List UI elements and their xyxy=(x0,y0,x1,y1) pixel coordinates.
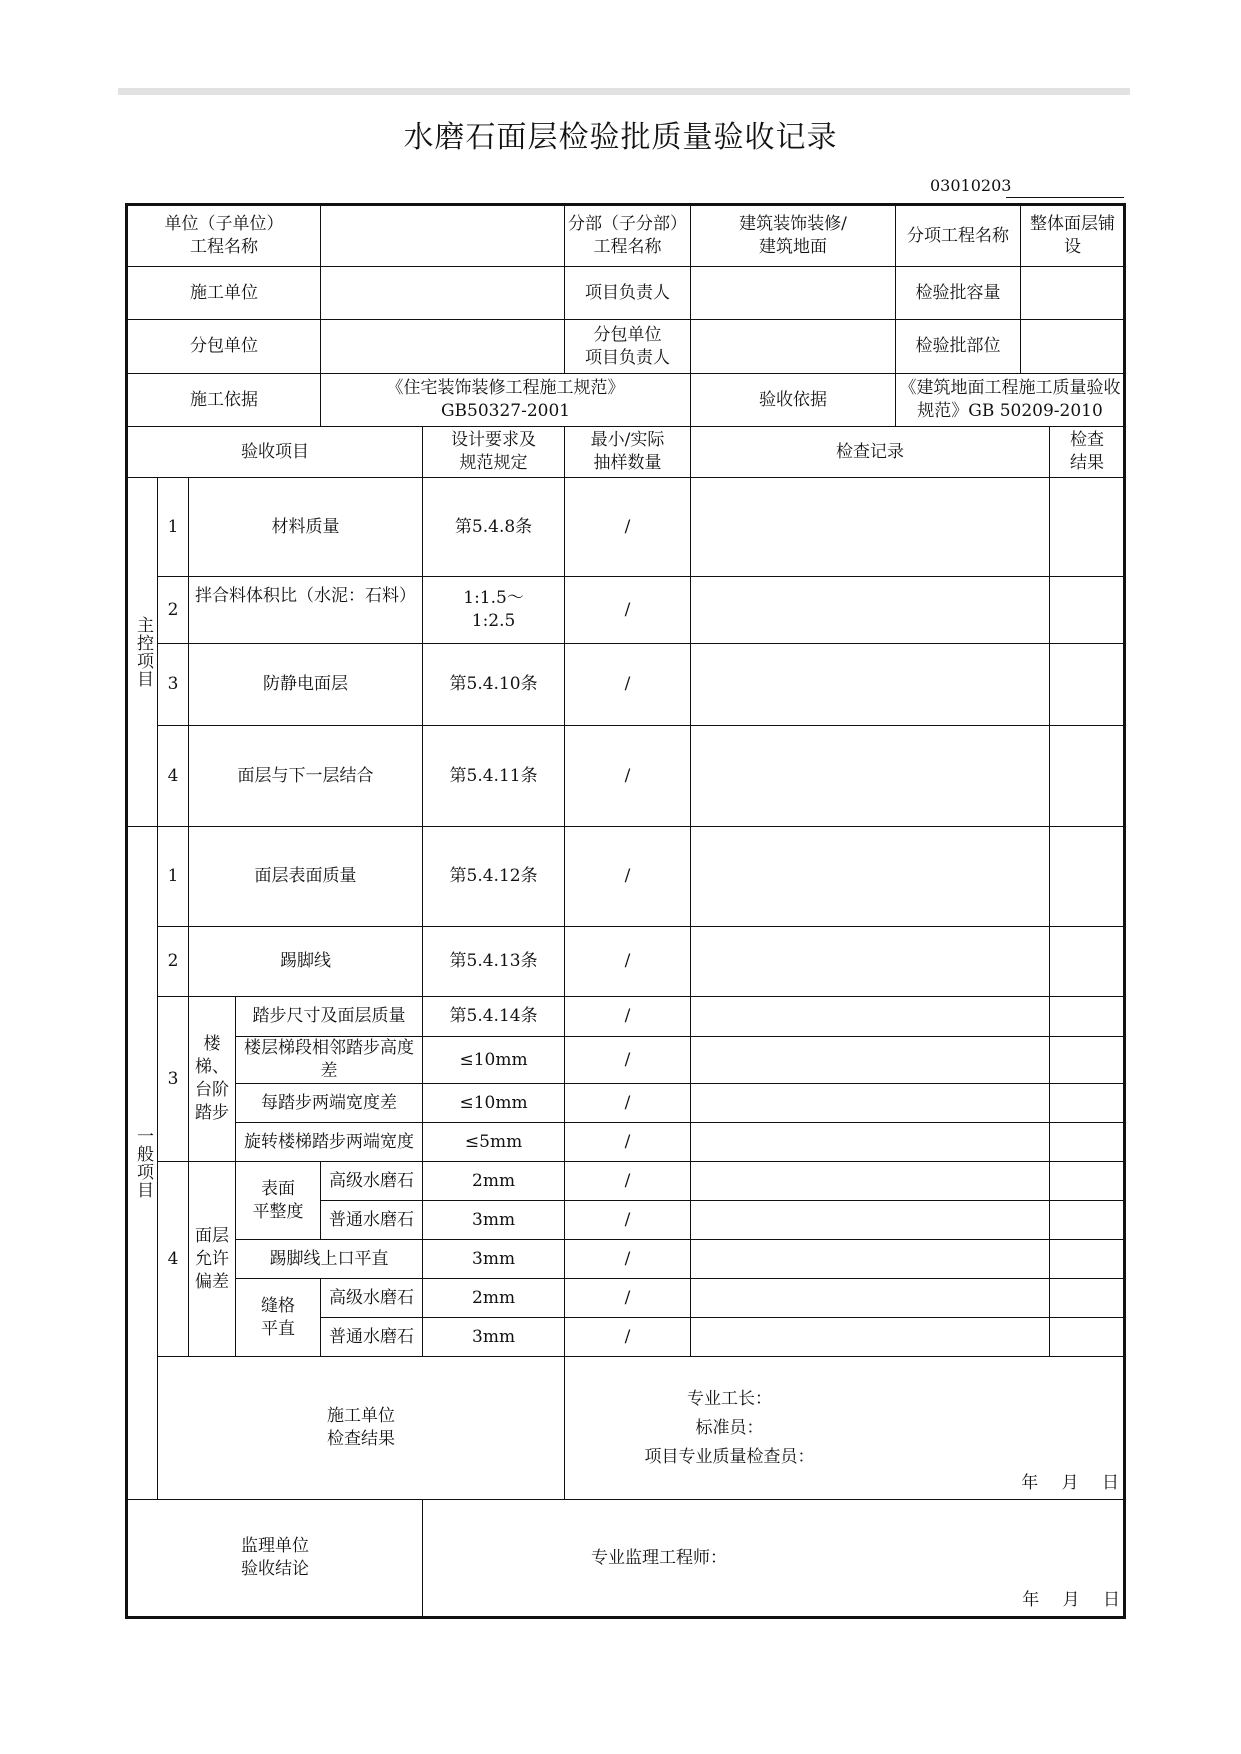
row-number: 2 xyxy=(158,927,189,997)
table-row xyxy=(127,997,1125,1037)
item-requirement: ≤5mm xyxy=(423,1123,565,1162)
table-row xyxy=(127,1240,1125,1279)
item-record[interactable] xyxy=(691,1123,1050,1162)
row-number: 2 xyxy=(158,577,189,644)
item-result[interactable] xyxy=(1050,827,1125,927)
item-result[interactable] xyxy=(1050,726,1125,827)
subdivision-label: 分部（子分部） 工程名称 xyxy=(565,205,691,267)
header-row-subcontractor xyxy=(127,320,1125,374)
item-record[interactable] xyxy=(691,577,1050,644)
item-record[interactable] xyxy=(691,1201,1050,1240)
item-name: 材料质量 xyxy=(189,478,423,577)
item-name: 踏步尺寸及面层质量 xyxy=(236,997,423,1037)
item-sample: / xyxy=(565,1084,691,1123)
date-label-2: 年 月 日 xyxy=(1022,1590,1121,1610)
row-number: 1 xyxy=(158,827,189,927)
subcontractor-value[interactable] xyxy=(321,320,565,374)
table-row xyxy=(127,1162,1125,1201)
item-record[interactable] xyxy=(691,1084,1050,1123)
item-name: 楼层梯段相邻踏步高度差 xyxy=(236,1037,423,1084)
item-result[interactable] xyxy=(1050,1123,1125,1162)
subcontractor-label: 分包单位 xyxy=(127,320,321,374)
item-name: 踢脚线 xyxy=(189,927,423,997)
item-result[interactable] xyxy=(1050,1084,1125,1123)
item-requirement: 第5.4.8条 xyxy=(423,478,565,577)
supervisor-signature-area[interactable] xyxy=(423,1500,1125,1618)
item-record[interactable] xyxy=(691,997,1050,1037)
item-result[interactable] xyxy=(1050,997,1125,1037)
item-project-label: 分项工程名称 xyxy=(896,205,1021,267)
contractor-signature-area[interactable] xyxy=(565,1357,1125,1500)
item-result[interactable] xyxy=(1050,644,1125,726)
col-acceptance-item: 验收项目 xyxy=(127,427,423,478)
batch-capacity-label: 检验批容量 xyxy=(896,267,1021,320)
item-requirement: 3mm xyxy=(423,1240,565,1279)
col-sample-count: 最小/实际 抽样数量 xyxy=(565,427,691,478)
item-sample: / xyxy=(565,927,691,997)
item-sample: / xyxy=(565,478,691,577)
item-result[interactable] xyxy=(1050,1279,1125,1318)
item-sample: / xyxy=(565,1279,691,1318)
foreman-label: 专业工长： xyxy=(687,1388,773,1409)
form-code-underline xyxy=(1006,197,1124,198)
item-requirement: 1:1.5～ 1:2.5 xyxy=(423,577,565,644)
item-name: 高级水磨石 xyxy=(321,1162,423,1201)
table-row xyxy=(127,478,1125,577)
item-record[interactable] xyxy=(691,478,1050,577)
unit-name-label: 单位（子单位） 工程名称 xyxy=(127,205,321,267)
item-record[interactable] xyxy=(691,1162,1050,1201)
item-record[interactable] xyxy=(691,1240,1050,1279)
row-number: 3 xyxy=(158,644,189,726)
item-record[interactable] xyxy=(691,726,1050,827)
construction-basis-label: 施工依据 xyxy=(127,374,321,427)
item-requirement: 3mm xyxy=(423,1318,565,1357)
header-row-basis xyxy=(127,374,1125,427)
item-requirement: 第5.4.10条 xyxy=(423,644,565,726)
flatness-label: 表面 平整度 xyxy=(236,1162,321,1240)
row-number: 4 xyxy=(158,726,189,827)
item-sample: / xyxy=(565,1123,691,1162)
item-requirement: 第5.4.12条 xyxy=(423,827,565,927)
item-name: 普通水磨石 xyxy=(321,1201,423,1240)
item-record[interactable] xyxy=(691,1037,1050,1084)
supervisor-conclusion-label: 监理单位 验收结论 xyxy=(127,1500,423,1618)
item-record[interactable] xyxy=(691,1318,1050,1357)
item-name: 旋转楼梯踏步两端宽度 xyxy=(236,1123,423,1162)
contractor-check-row xyxy=(127,1357,1125,1500)
table-row xyxy=(127,726,1125,827)
item-sample: / xyxy=(565,1162,691,1201)
main-group-label: 主控项目 xyxy=(127,478,158,827)
item-result[interactable] xyxy=(1050,1037,1125,1084)
table-row xyxy=(127,577,1125,644)
table-row xyxy=(127,927,1125,997)
item-record[interactable] xyxy=(691,827,1050,927)
item-requirement: 第5.4.14条 xyxy=(423,997,565,1037)
page-title: 水磨石面层检验批质量验收记录 xyxy=(403,120,838,155)
table-row xyxy=(127,644,1125,726)
item-name: 面层与下一层结合 xyxy=(189,726,423,827)
top-divider xyxy=(118,88,1130,95)
header-row-unit xyxy=(127,205,1125,267)
item-name: 踢脚线上口平直 xyxy=(236,1240,423,1279)
item-record[interactable] xyxy=(691,1279,1050,1318)
project-manager-label: 项目负责人 xyxy=(565,267,691,320)
item-project-value[interactable]: 整体面层铺设 xyxy=(1021,205,1125,267)
project-manager-value[interactable] xyxy=(691,267,896,320)
seam-label: 缝格 平直 xyxy=(236,1279,321,1357)
table-row xyxy=(127,1123,1125,1162)
sub-manager-label: 分包单位 项目负责人 xyxy=(565,320,691,374)
inspection-record-table xyxy=(125,203,1126,1619)
item-result[interactable] xyxy=(1050,1201,1125,1240)
item-sample: / xyxy=(565,726,691,827)
subdivision-value[interactable]: 建筑装饰装修/ 建筑地面 xyxy=(691,205,896,267)
item-name: 防静电面层 xyxy=(189,644,423,726)
item-result[interactable] xyxy=(1050,478,1125,577)
item-requirement: 第5.4.11条 xyxy=(423,726,565,827)
item-record[interactable] xyxy=(691,644,1050,726)
item-name: 拌合料体积比（水泥：石料） xyxy=(189,577,423,644)
contractor-value[interactable] xyxy=(321,267,565,320)
item-result[interactable] xyxy=(1050,1240,1125,1279)
row-number: 1 xyxy=(158,478,189,577)
row-number: 4 xyxy=(158,1162,189,1357)
batch-capacity-value[interactable] xyxy=(1021,267,1125,320)
date-label: 年 月 日 xyxy=(1021,1473,1120,1493)
header-row-contractor xyxy=(127,267,1125,320)
general-group-label: 一般项目 xyxy=(127,827,158,1500)
item-result[interactable] xyxy=(1050,577,1125,644)
supervisor-row xyxy=(127,1500,1125,1618)
item-name: 面层表面质量 xyxy=(189,827,423,927)
item-sample: / xyxy=(565,644,691,726)
col-inspection-record: 检查记录 xyxy=(691,427,1050,478)
item-requirement: ≤10mm xyxy=(423,1037,565,1084)
item-name: 普通水磨石 xyxy=(321,1318,423,1357)
contractor-label: 施工单位 xyxy=(127,267,321,320)
item-requirement: ≤10mm xyxy=(423,1084,565,1123)
col-inspection-result: 检查 结果 xyxy=(1050,427,1125,478)
item-sample: / xyxy=(565,1318,691,1357)
construction-basis-value: 《住宅装饰装修工程施工规范》 GB50327-2001 xyxy=(321,374,691,427)
unit-name-value[interactable] xyxy=(321,205,565,267)
item-requirement: 第5.4.13条 xyxy=(423,927,565,997)
quality-inspector-label: 项目专业质量检查员： xyxy=(644,1446,815,1467)
acceptance-basis-value: 《建筑地面工程施工质量验收 规范》GB 50209-2010 xyxy=(896,374,1125,427)
sub-manager-value[interactable] xyxy=(691,320,896,374)
form-code: 03010203 xyxy=(930,176,1012,195)
item-requirement: 3mm xyxy=(423,1201,565,1240)
contractor-check-label: 施工单位 检查结果 xyxy=(158,1357,565,1500)
item-sample: / xyxy=(565,1201,691,1240)
item-name: 每踏步两端宽度差 xyxy=(236,1084,423,1123)
column-header-row xyxy=(127,427,1125,478)
acceptance-basis-label: 验收依据 xyxy=(691,374,896,427)
item-sample: / xyxy=(565,1037,691,1084)
table-row xyxy=(127,1279,1125,1318)
item-name: 高级水磨石 xyxy=(321,1279,423,1318)
table-row xyxy=(127,1037,1125,1084)
item-sample: / xyxy=(565,827,691,927)
item-record[interactable] xyxy=(691,927,1050,997)
item-sample: / xyxy=(565,577,691,644)
batch-location-label: 检验批部位 xyxy=(896,320,1021,374)
item-sample: / xyxy=(565,997,691,1037)
deviation-group-label: 面层 允许 偏差 xyxy=(189,1162,236,1357)
supervisor-engineer-label: 专业监理工程师： xyxy=(591,1547,728,1568)
item-requirement: 2mm xyxy=(423,1279,565,1318)
table-row xyxy=(127,827,1125,927)
item-result[interactable] xyxy=(1050,927,1125,997)
item-result[interactable] xyxy=(1050,1318,1125,1357)
item-requirement: 2mm xyxy=(423,1162,565,1201)
stairs-group-label: 楼梯、台阶踏步 xyxy=(189,997,236,1162)
item-result[interactable] xyxy=(1050,1162,1125,1201)
col-design-requirement: 设计要求及 规范规定 xyxy=(423,427,565,478)
standard-officer-label: 标准员： xyxy=(695,1417,764,1438)
table-row xyxy=(127,1084,1125,1123)
item-sample: / xyxy=(565,1240,691,1279)
batch-location-value[interactable] xyxy=(1021,320,1125,374)
row-number: 3 xyxy=(158,997,189,1162)
